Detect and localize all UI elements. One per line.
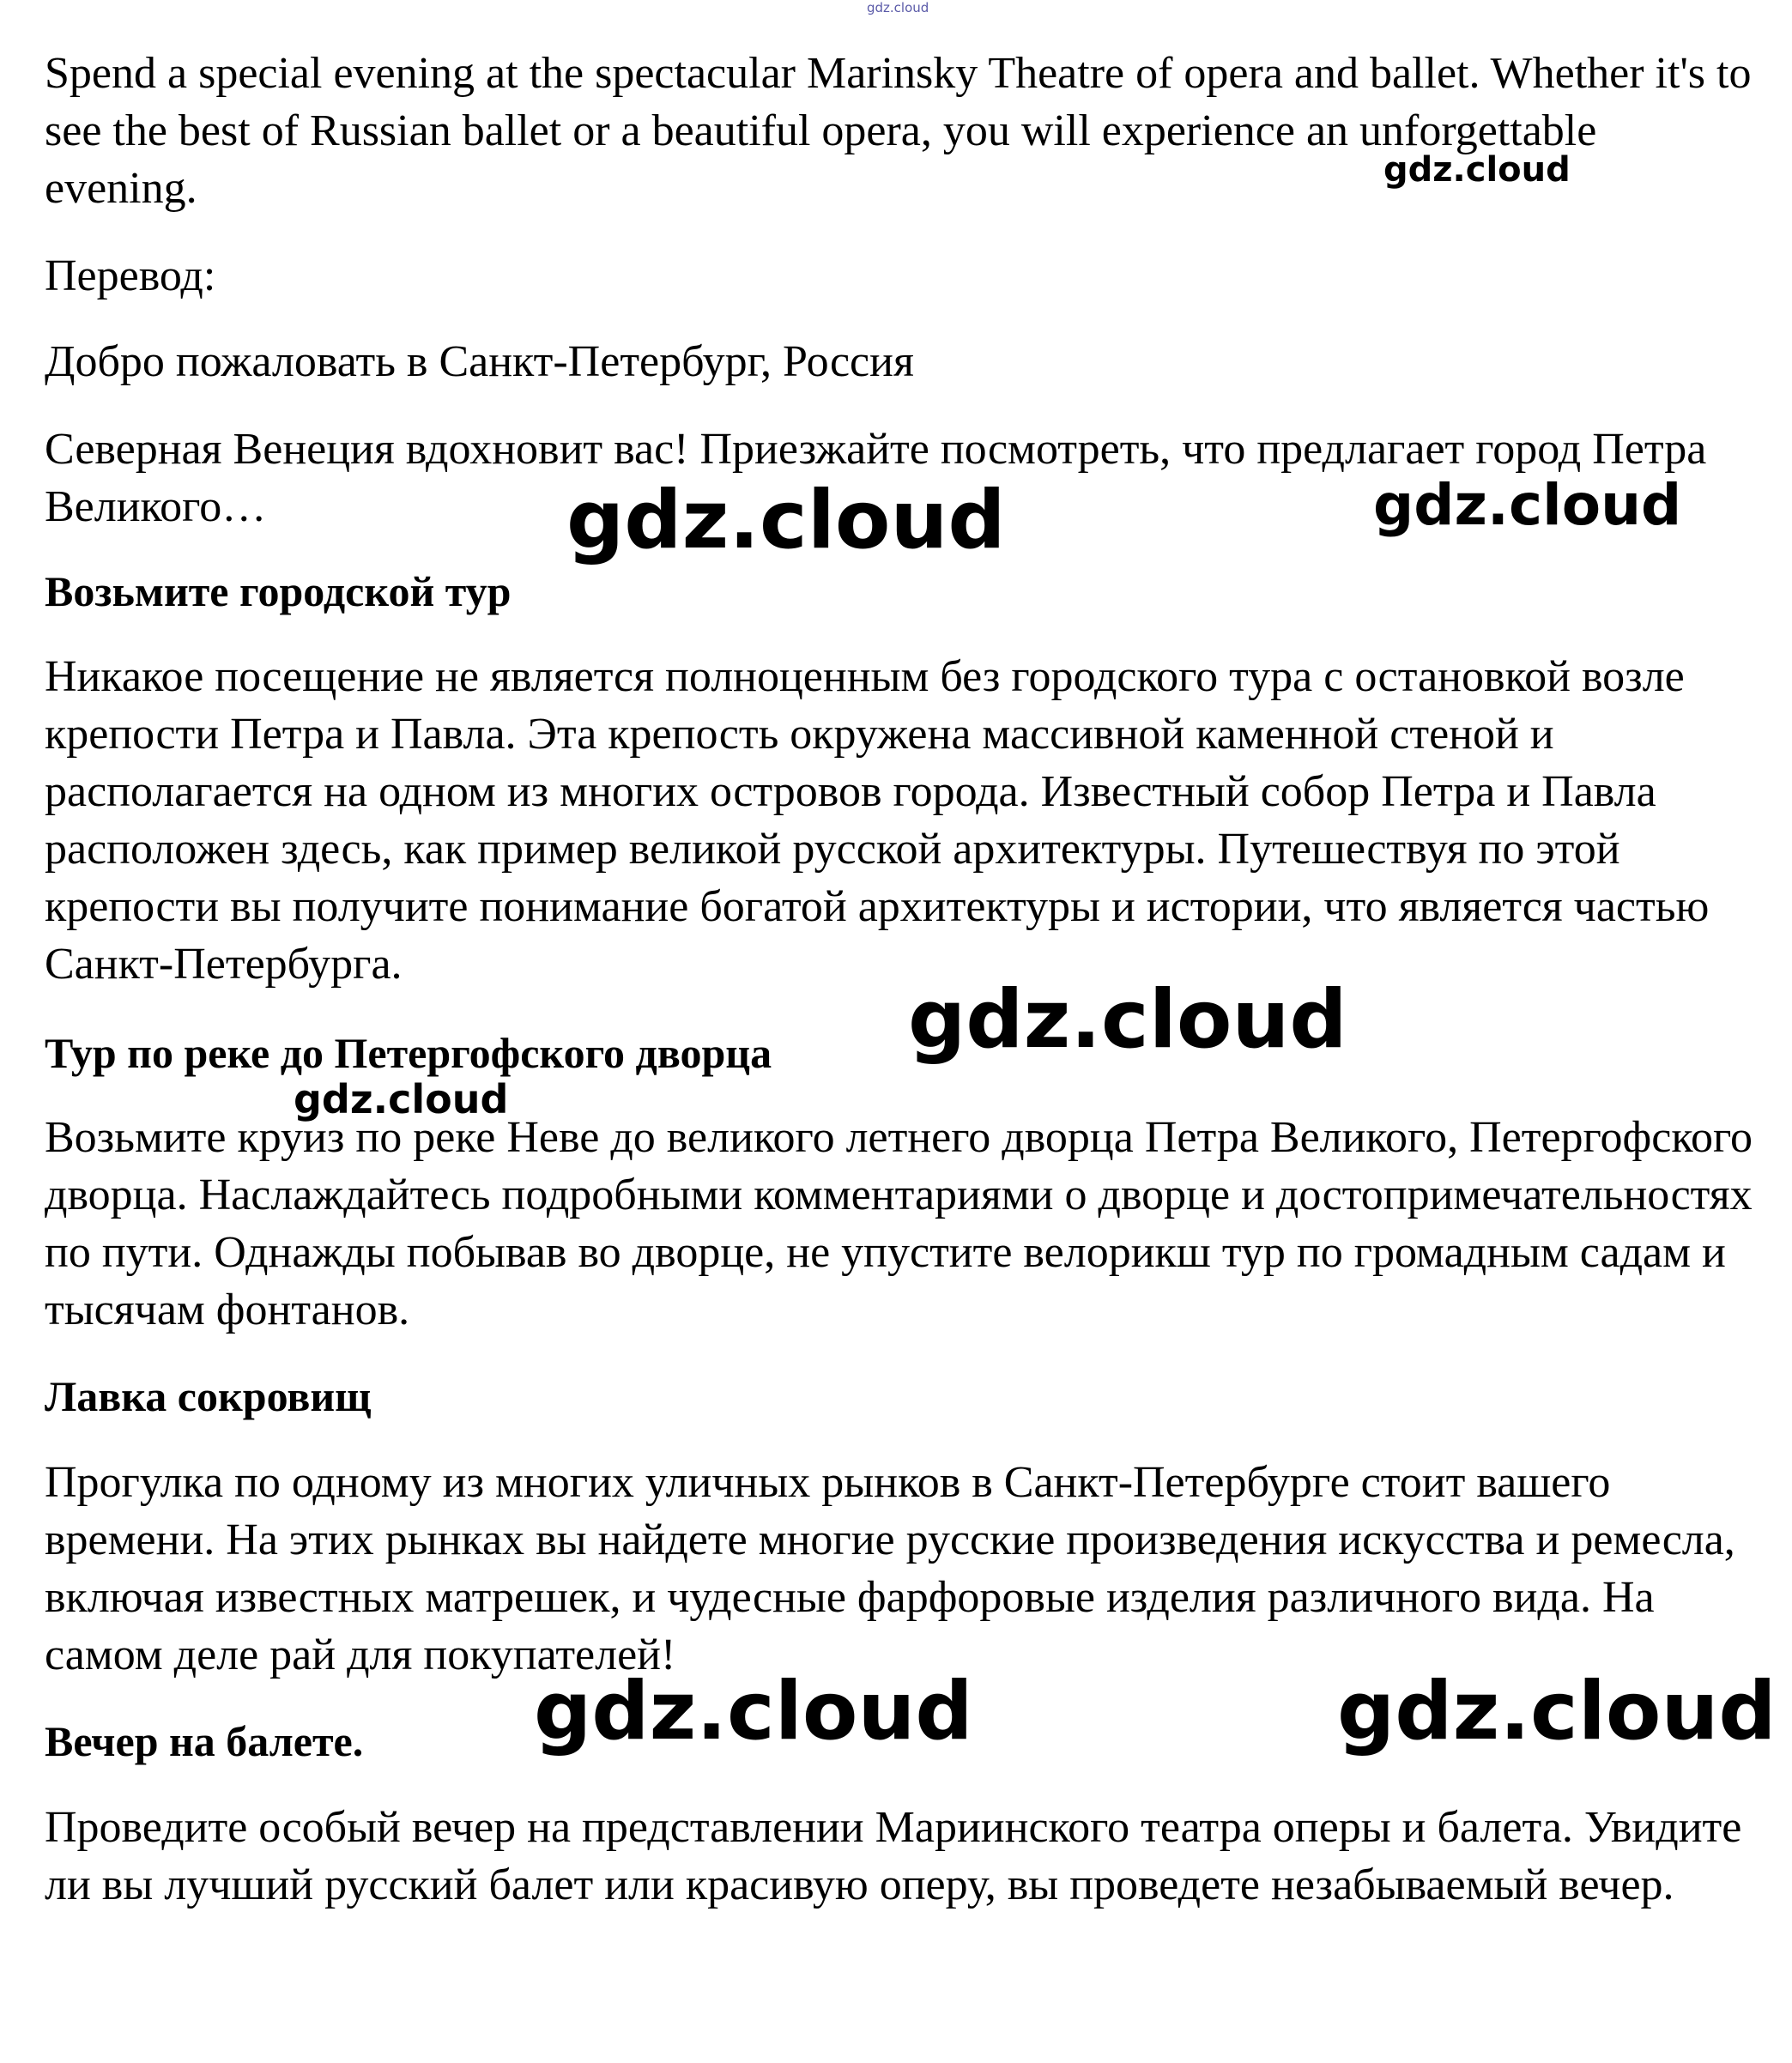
watermark: gdz.cloud (534, 1665, 973, 1758)
section-heading-treasure-shop: Лавка сокровищ (45, 1372, 372, 1420)
section-body-river-tour: Возьмите круиз по реке Неве до великого летнего дворца Петра Великого, Петергофского дворца. Наслаждайтесь подробными комментариями о дворце и достопримечательностях по пути. Однажды побывав во дворце, не упустите велорикш тур по громадным садам и тысячам фонтанов. (45, 1113, 1753, 1334)
watermark: gdz.cloud (1373, 472, 1682, 538)
intro-english-paragraph: Spend a special evening at the spectacular Marinsky Theatre of opera and ballet. Whether it's to see the best of Russian ballet or a beautiful opera, you will experience an unforgettable evening. (45, 49, 1752, 213)
watermark: gdz.cloud (1383, 150, 1571, 190)
intro-russian-paragraph: Северная Венеция вдохновит вас! Приезжайте посмотреть, что предлагает город Петра Великого… (45, 425, 1707, 531)
welcome-line: Добро пожаловать в Санкт-Петербург, Россия (45, 337, 914, 386)
section-heading-city-tour: Возьмите городской тур (45, 567, 512, 615)
section-heading-ballet-evening: Вечер на балете. (45, 1717, 364, 1765)
translation-label: Перевод: (45, 251, 216, 300)
section-heading-river-tour: Тур по реке до Петергофского дворца (45, 1029, 772, 1077)
watermark: gdz.cloud (908, 973, 1347, 1067)
watermark: gdz.cloud (566, 474, 1006, 567)
section-body-treasure-shop: Прогулка по одному из многих уличных рынков в Санкт-Петербурге стоит вашего времени. На этих рынках вы найдете многие русские произведения искусства и ремесла, включая известных матрешек, и чудесные фарфоровые изделия различного вида. На самом деле рай для покупателей! (45, 1458, 1735, 1679)
section-body-ballet-evening: Проведите особый вечер на представлении Мариинского театра оперы и балета. Увидите ли вы лучший русский балет или красивую оперу, вы проведете незабываемый вечер. (45, 1803, 1742, 1909)
watermark: gdz.cloud (1337, 1665, 1777, 1758)
watermark: gdz.cloud (294, 1076, 509, 1122)
watermark-top: gdz.cloud (867, 0, 929, 15)
section-body-city-tour: Никакое посещение не является полноценным без городского тура с остановкой возле крепости Петра и Павла. Эта крепость окружена массивной каменной стеной и располагается на одном из многих островов города. Известный собор Петра и Павла расположен здесь, как пример великой русской архитектуры. Путешествуя по этой крепости вы получите понимание богатой архитектуры и истории, что является частью Санкт-Петербурга. (45, 652, 1710, 989)
